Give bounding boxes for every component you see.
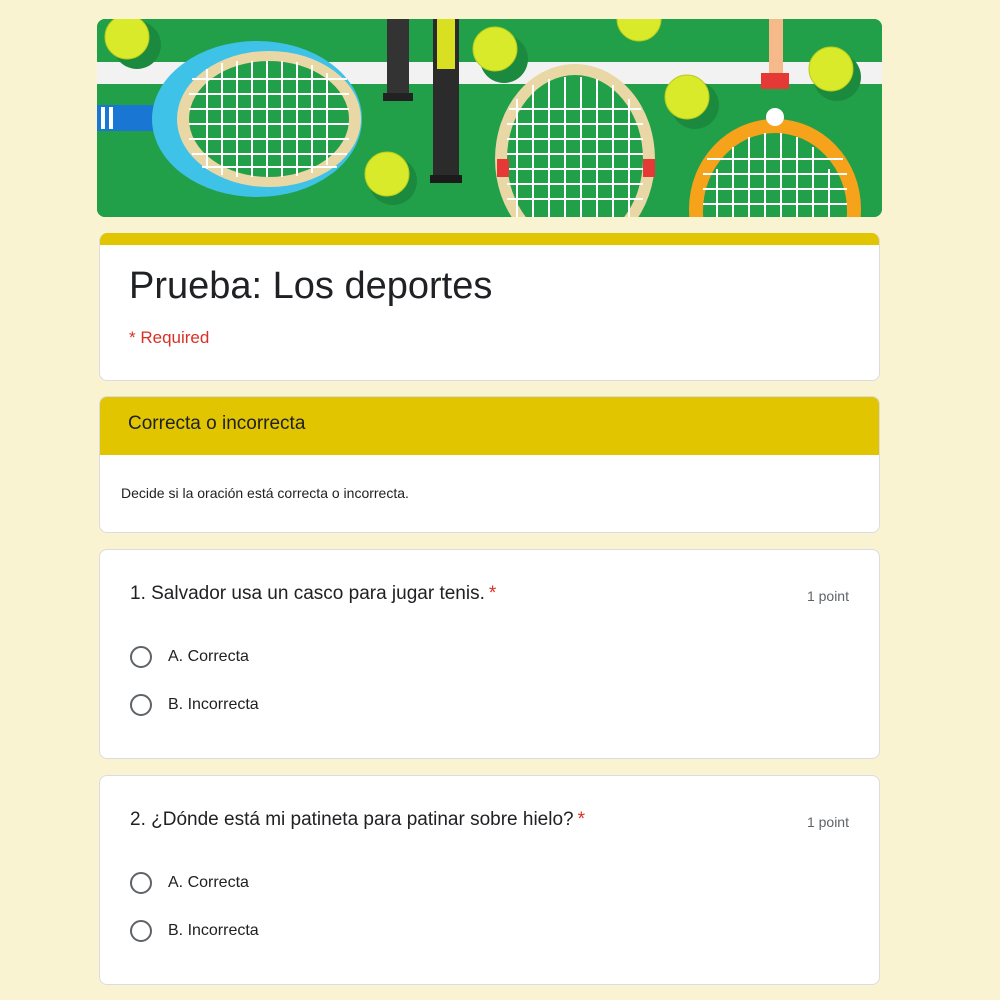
title-accent-bar (100, 233, 879, 245)
required-note: * Required (129, 328, 210, 347)
option-label: A. Correcta (168, 874, 249, 891)
option-b[interactable] (130, 920, 259, 942)
question-title (130, 809, 585, 831)
option-a[interactable] (130, 646, 249, 668)
question-points: 1 point (806, 588, 849, 604)
question-card-1 (99, 549, 880, 759)
section-description: Decide si la oración está correcta o incorrecta. (121, 485, 409, 501)
question-text: 1. Salvador usa un casco para jugar tenis. (130, 583, 485, 604)
question-title (130, 583, 496, 605)
section-title: Correcta o incorrecta (128, 413, 306, 434)
radio-button[interactable] (130, 872, 152, 894)
question-text: 2. ¿Dónde está mi patineta para patinar sobre hielo? (130, 809, 574, 830)
section-header (100, 397, 879, 455)
option-label: B. Incorrecta (168, 696, 259, 713)
tennis-banner-illustration (97, 19, 882, 217)
question-points: 1 point (806, 814, 849, 830)
required-asterisk: * (577, 809, 586, 830)
radio-button[interactable] (130, 694, 152, 716)
option-a[interactable] (130, 872, 249, 894)
section-card (99, 396, 880, 533)
question-card-2 (99, 775, 880, 985)
option-b[interactable] (130, 694, 259, 716)
header-banner (97, 19, 882, 217)
form-title: Prueba: Los deportes (129, 265, 493, 307)
option-label: A. Correcta (168, 648, 249, 665)
radio-button[interactable] (130, 646, 152, 668)
radio-button[interactable] (130, 920, 152, 942)
option-label: B. Incorrecta (168, 922, 259, 939)
required-asterisk: * (488, 583, 497, 604)
